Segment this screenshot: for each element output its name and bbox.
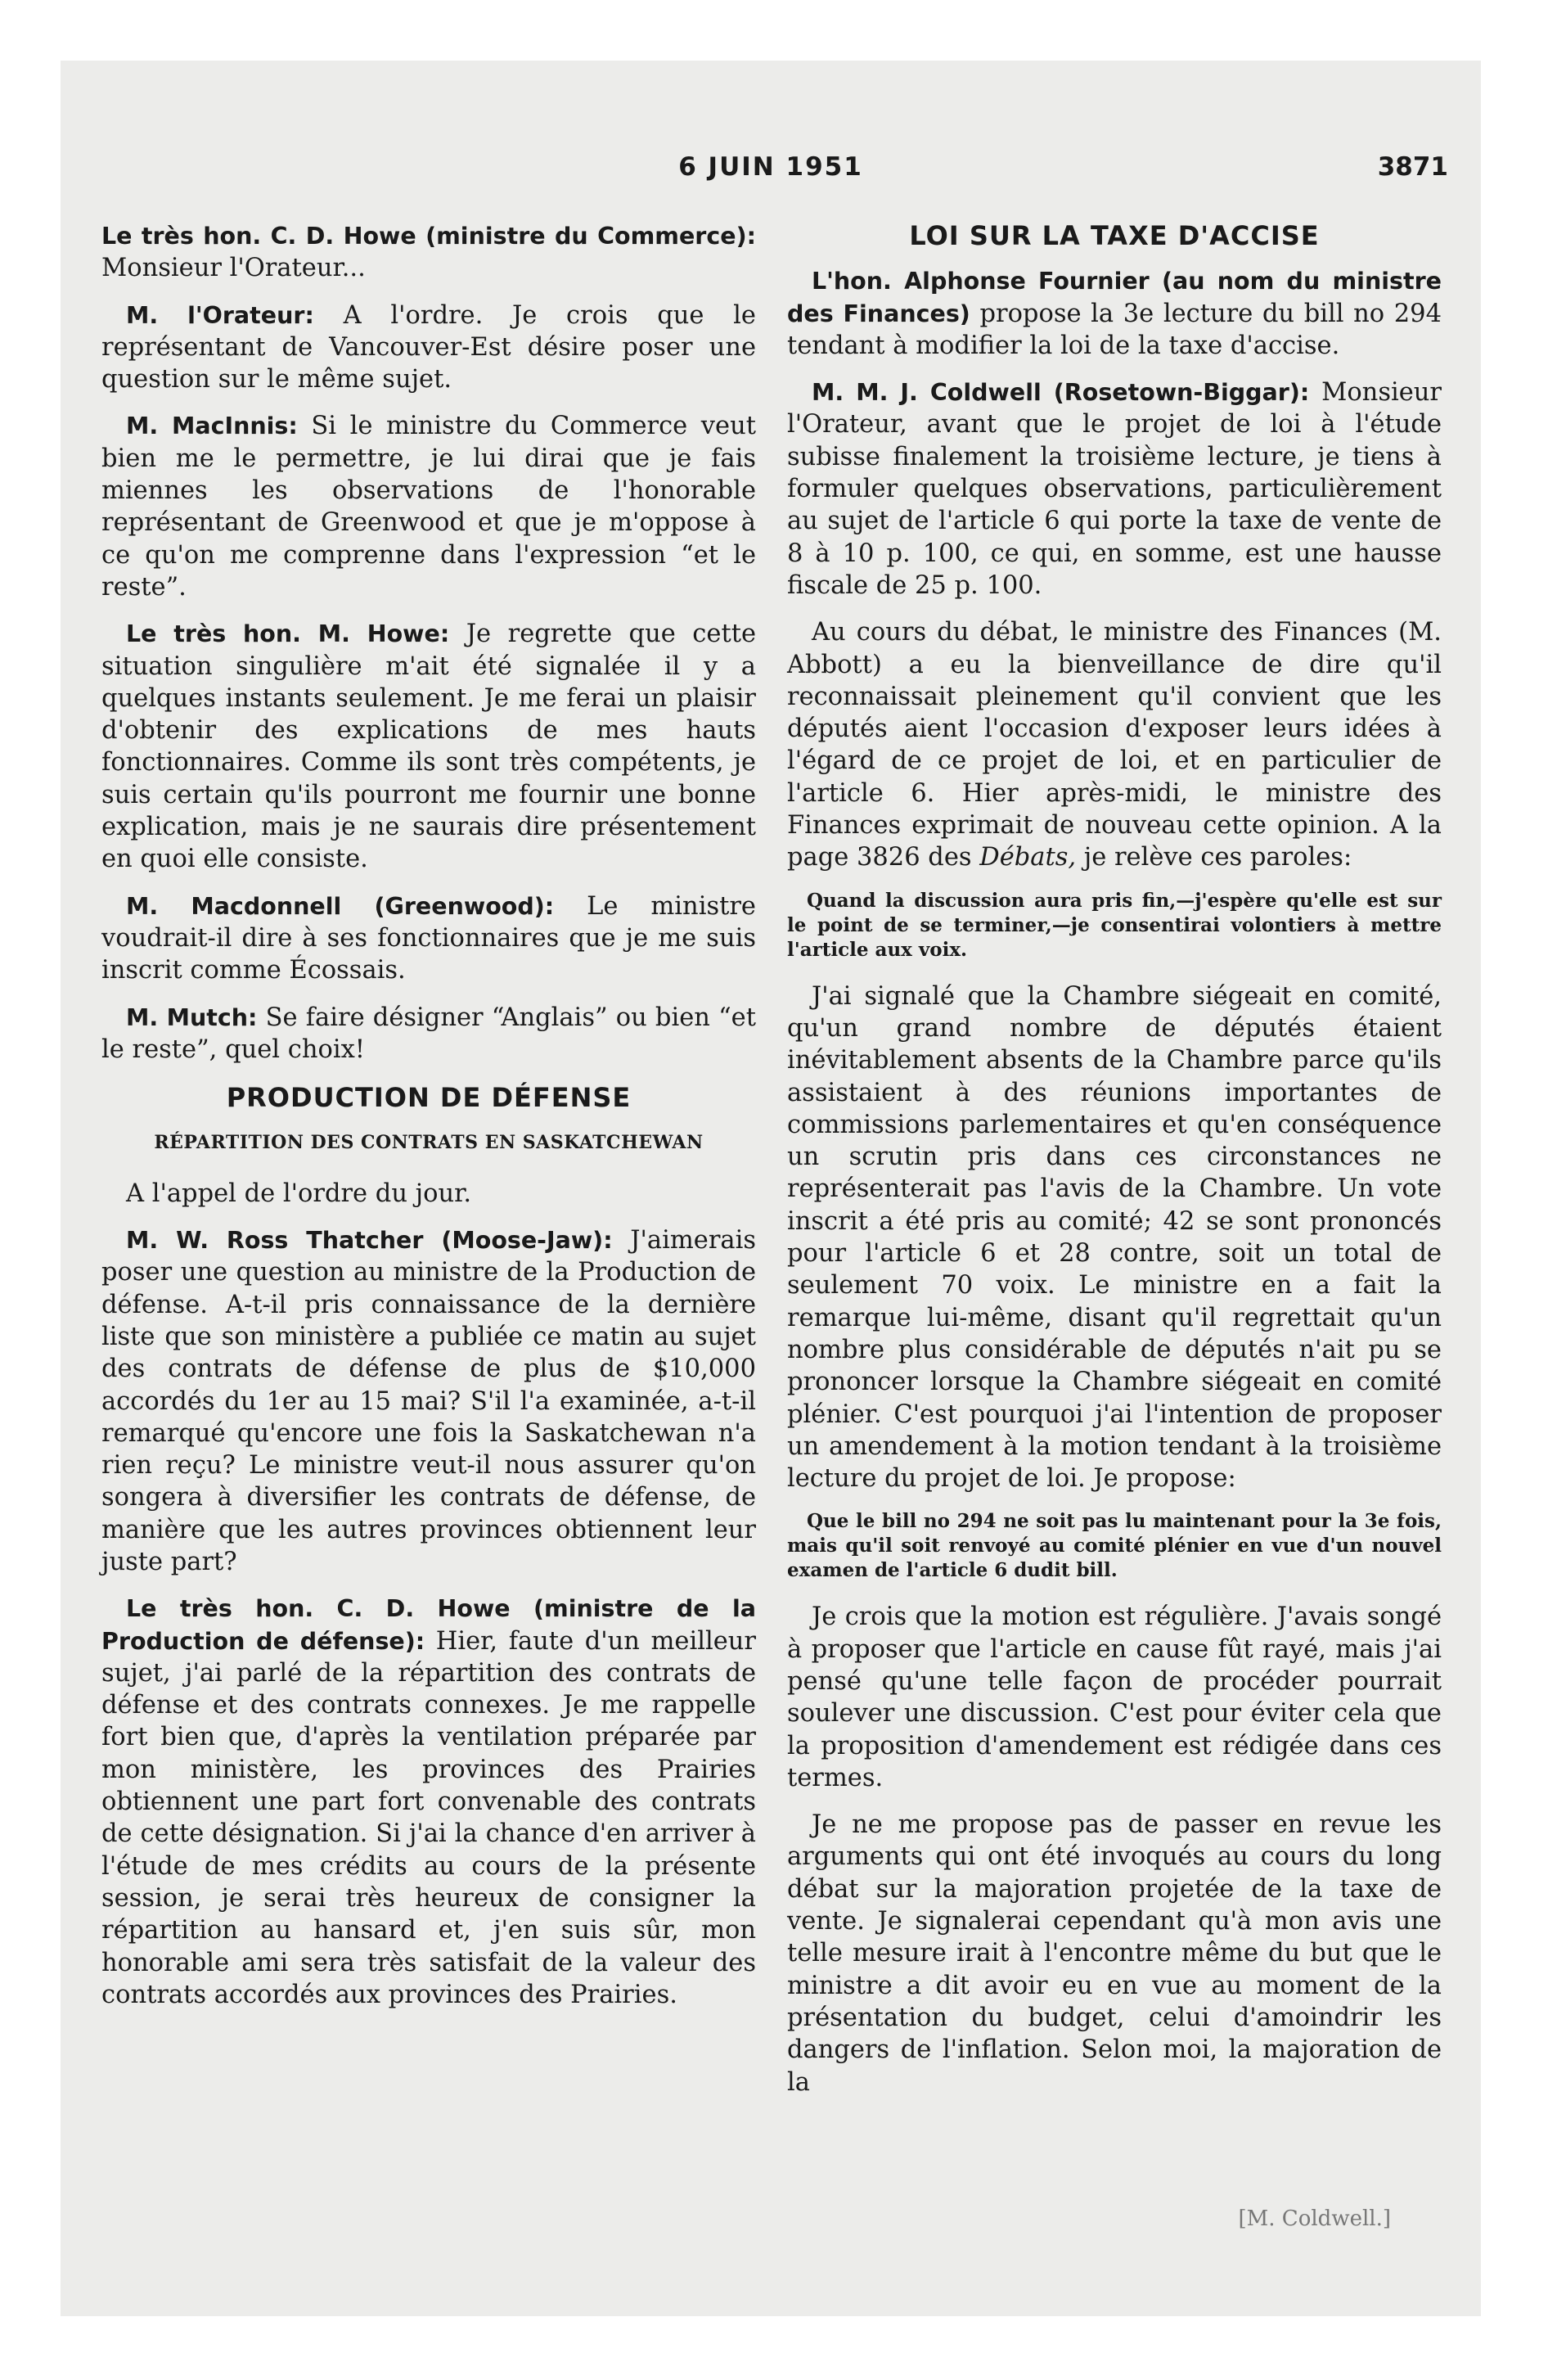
- section-title: LOI SUR LA TAXE D'ACCISE: [909, 220, 1320, 251]
- paragraph-text: Monsieur l'Orateur, avant que le projet de loi à l'étude subisse finalement la troisième lecture, je tiens à formuler quelques observations, particulièrement au sujet de l'article 6 qui porte la taxe de vente de 8 à 10 p. 100, ce qui, en somme, est une hausse fiscale de 25 p. 100.: [787, 378, 1442, 600]
- quotation: Que le bill no 294 ne soit pas lu maintenant pour la 3e fois, mais qu'il soit renvoyé au comité plénier en vue d'un nouvel examen de l'article 6 dudit bill.: [787, 1510, 1442, 1582]
- right-column: [787, 220, 1442, 2113]
- speaker: M. Mutch:: [126, 1003, 258, 1031]
- speaker: Le très hon. C. D. Howe (ministre du Commerce):: [101, 223, 756, 250]
- quotation: Quand la discussion aura pris fin,—j'espère qu'elle est sur le point de se terminer,—je consentirai volontiers à mettre l'article aux voix.: [787, 889, 1442, 961]
- speaker: M. MacInnis:: [126, 412, 298, 440]
- paragraph: [787, 1601, 1442, 1794]
- paragraph: [101, 1002, 756, 1066]
- paragraph-text: je relève ces paroles:: [1083, 843, 1352, 872]
- paragraph: [101, 300, 756, 396]
- speaker: M. M. J. Coldwell (Rosetown-Biggar):: [812, 379, 1310, 407]
- page-header: [61, 152, 1481, 193]
- paragraph: [101, 410, 756, 603]
- paragraph-text: Hier, faute d'un meilleur sujet, j'ai parlé de la répartition des contrats de défense et des contrats connexes. Je me rappelle fort bien que, d'après la ventilation préparée par mon ministère, les provinces des Prairies obtiennent une part fort convenable des contrats de cette désignation. Si j'ai la chance d'en arriver à l'étude de mes crédits au cours de la présente session, je serai très heureux de consigner la répartition au hansard et, j'en suis sûr, mon honorable ami sera très satisfait de la valeur des contrats accordés aux provinces des Prairies.: [101, 1626, 756, 2009]
- paragraph-text: A l'ordre. Je crois que le représentant de Vancouver-Est désire poser une question sur le même sujet.: [101, 300, 756, 394]
- paragraph: [101, 890, 756, 987]
- paragraph: [101, 618, 756, 875]
- section-title: PRODUCTION DE DÉFENSE: [226, 1082, 632, 1114]
- footer-speaker-note: [M. Coldwell.]: [1238, 2206, 1391, 2231]
- speaker: L'hon. Alphonse Fournier (au nom du ministre des Finances): [787, 268, 1442, 327]
- paragraph: [101, 1593, 756, 2011]
- paragraph-text: Je ne me propose pas de passer en revue les arguments qui ont été invoqués au cours du long débat sur la majoration projetée de la taxe de vente. Je signalerai cependant qu'à mon avis une telle mesure irait à l'encontre même du but que le ministre a dit avoir eu en vue au moment de la présentation du budget, celui d'amoindrir les dangers de l'inflation. Selon moi, la majoration de la: [787, 1810, 1442, 2097]
- paragraph: [787, 265, 1442, 362]
- paragraph-text: Le ministre voudrait-il dire à ses fonctionnaires que je me suis inscrit comme Écossais.: [101, 891, 756, 985]
- subsection-title: RÉPARTITION DES CONTRATS EN SASKATCHEWAN: [154, 1132, 704, 1154]
- speaker: Le très hon. M. Howe:: [126, 620, 450, 648]
- italic-title: Débats,: [979, 843, 1077, 872]
- page: [61, 61, 1481, 2316]
- paragraph: [787, 376, 1442, 602]
- paragraph-text: Au cours du débat, le ministre des Finances (M. Abbott) a eu la bienveillance de dire qu'il reconnaissait pleinement qu'il convient que les députés aient l'occasion d'exposer leurs idées à l'égard de ce projet de loi, et en particulier de l'article 6. Hier après-midi, le ministre des Finances exprimait de nouveau cette opinion. A la page 3826 des: [787, 618, 1442, 872]
- paragraph-text: J'ai signalé que la Chambre siégeait en comité, qu'un grand nombre de députés étaient inévitablement absents de la Chambre parce qu'ils assistaient à des réunions importantes de commissions parlementaires et qu'en conséquence un scrutin pris dans ces circonstances ne représenterait pas l'avis de la Chambre. Un vote inscrit a été pris au comité; 42 se sont prononcés pour l'article 6 et 28 contre, soit un total de seulement 70 voix. Le ministre en a fait la remarque lui-même, disant qu'il regrettait qu'un nombre plus considérable de députés n'ait pu se prononcer lorsque la Chambre siégeait en comité plénier. C'est pourquoi j'ai l'intention de proposer un amendement à la motion tendant à la troisième lecture du projet de loi. Je propose:: [787, 981, 1442, 1494]
- paragraph-text: Monsieur l'Orateur...: [101, 254, 366, 283]
- left-column: [101, 220, 756, 2026]
- paragraph: [787, 1809, 1442, 2098]
- paragraph-text: Je regrette que cette situation singulière m'ait été signalée il y a quelques instants seulement. Je me ferai un plaisir d'obtenir des explications de mes hauts fonctionnaires. Comme ils sont très compétents, je suis certain qu'ils pourront me fournir une bonne explication, mais je ne saurais dire présentement en quoi elle consiste.: [101, 620, 757, 874]
- paragraph: [101, 1224, 756, 1578]
- speaker: Le très hon. C. D. Howe (ministre de la Production de défense):: [101, 1595, 756, 1655]
- speaker: M. W. Ross Thatcher (Moose-Jaw):: [126, 1227, 613, 1255]
- paragraph-text: J'aimerais poser une question au ministre de la Production de défense. A-t-il pris connaissance de la dernière liste que son ministère a publiée ce matin au sujet des contrats de défense de plus de $10,000 accordés du 1er au 15 mai? S'il l'a examinée, a-t-il remarqué qu'encore une fois la Saskatchewan n'a rien reçu? Le ministre veut-il nous assurer qu'on songera à diversifier les contrats de défense, de manière que les autres provinces obtiennent leur juste part?: [101, 1226, 756, 1576]
- paragraph: [101, 220, 756, 285]
- paragraph: [787, 616, 1442, 873]
- page-date: 6 JUIN 1951: [678, 152, 863, 182]
- paragraph-text: Je crois que la motion est régulière. J'avais songé à proposer que l'article en cause fût rayé, mais j'ai pensé qu'une telle façon de procéder pourrait soulever une discussion. C'est pour éviter cela que la proposition d'amendement est rédigée dans ces termes.: [787, 1602, 1442, 1792]
- paragraph-text: A l'appel de l'ordre du jour.: [126, 1179, 472, 1208]
- paragraph: [787, 980, 1442, 1495]
- paragraph-text: Se faire désigner “Anglais” ou bien “et le reste”, quel choix!: [101, 1003, 756, 1064]
- speaker: M. l'Orateur:: [126, 301, 314, 329]
- paragraph-text: Si le ministre du Commerce veut bien me le permettre, je lui dirai que je fais miennes les observations de l'honorable représentant de Greenwood et que je m'oppose à ce qu'on me comprenne dans l'expression “et le reste”.: [101, 412, 756, 602]
- paragraph: [101, 1178, 756, 1210]
- paragraph-text: propose la 3e lecture du bill no 294 tendant à modifier la loi de la taxe d'accise.: [787, 299, 1442, 360]
- page-number: 3871: [1377, 152, 1448, 182]
- speaker: M. Macdonnell (Greenwood):: [126, 892, 555, 920]
